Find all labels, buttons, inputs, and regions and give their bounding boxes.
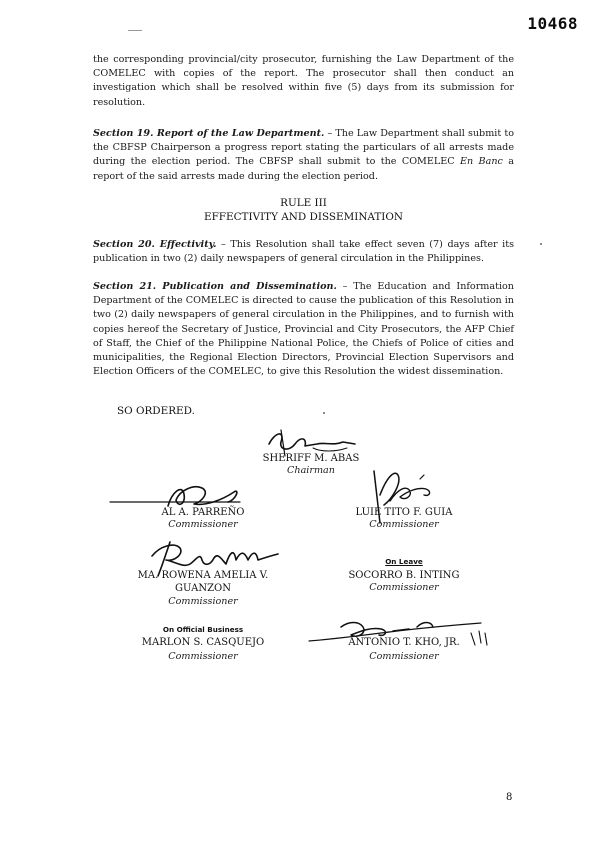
parreno-name: AL A. PARREÑO — [161, 507, 245, 518]
section-21-body: – The Education and Information Department of the COMELEC is directed to cause the publication of this Resolution in two (2) daily newspapers of general circulation in the Philippines, and to furnish with copies hereof the Secretary of Justice, Provincial and City Prosecutors, the AFP Chief of Staff, the Chief of the Philippine National Police, the Chiefs of Police of cities and municipalities, the Regional Election Directors, Provincial Election Supervisors and Election Officers of the COMELEC, to give this Resolution the widest dissemination. — [93, 281, 514, 378]
section-19-paragraph — [93, 127, 514, 184]
inting-name: SOCORRO B. INTING — [348, 570, 460, 581]
section-20-paragraph — [93, 238, 514, 266]
section-20-body: – This Resolution shall take effect seven (7) days after its publication in two (2) daily newspapers of general circulation in the Philippines. — [93, 239, 515, 265]
rule-number: RULE III — [280, 197, 327, 209]
section-20-title: Section 20. Effectivity. — [93, 239, 217, 250]
section-19-body-b: a report of the said arrests made during the election period. — [93, 156, 514, 182]
inting-title: Commissioner — [369, 582, 439, 593]
document-number: 10468 — [527, 14, 578, 33]
parreno-title: Commissioner — [168, 519, 238, 530]
kho-name: ANTONIO T. KHO, JR. — [348, 637, 460, 648]
casquejo-name: MARLON S. CASQUEJO — [141, 637, 265, 648]
casquejo-title: Commissioner — [168, 651, 238, 662]
scan-speck — [323, 412, 325, 414]
so-ordered: SO ORDERED. — [117, 405, 195, 417]
section-19-en-banc: En Banc — [459, 156, 503, 168]
section-21-title: Section 21. Publication and Dissemination. — [93, 281, 337, 292]
rule-title: EFFECTIVITY AND DISSEMINATION — [204, 211, 403, 223]
section-21-paragraph — [93, 280, 514, 379]
kho-title: Commissioner — [369, 651, 439, 662]
scan-mark — [128, 30, 142, 31]
abas-name: SHERIFF M. ABAS — [262, 453, 360, 464]
page-number: 8 — [506, 792, 513, 803]
casquejo-note: On Official Business — [162, 625, 244, 634]
section-19-title: Section 19. Report of the Law Department. — [93, 128, 325, 139]
paragraph-continuation: the corresponding provincial/city prosecutor, furnishing the Law Department of the COMELEC with copies of the report. The prosecutor shall then conduct an investigation which shall be resolved within five (5) days from its submission for resolution. — [93, 54, 514, 108]
inting-note: On Leave — [385, 557, 423, 566]
abas-title: Chairman — [287, 465, 335, 476]
guanzon-name-line1: MA. ROWENA AMELIA V. — [137, 570, 269, 581]
scan-speck — [540, 243, 542, 245]
guanzon-name-line2: GUANZON — [175, 583, 231, 594]
guia-title: Commissioner — [369, 519, 439, 530]
section-19-body-a: – The Law Department shall submit to the CBFSP Chairperson a progress report stating the particulars of all arrests made during the election period. The CBFSP shall submit to the COMELEC — [93, 128, 514, 168]
guanzon-title: Commissioner — [168, 596, 238, 607]
guia-name: LUIE TITO F. GUIA — [355, 507, 453, 518]
